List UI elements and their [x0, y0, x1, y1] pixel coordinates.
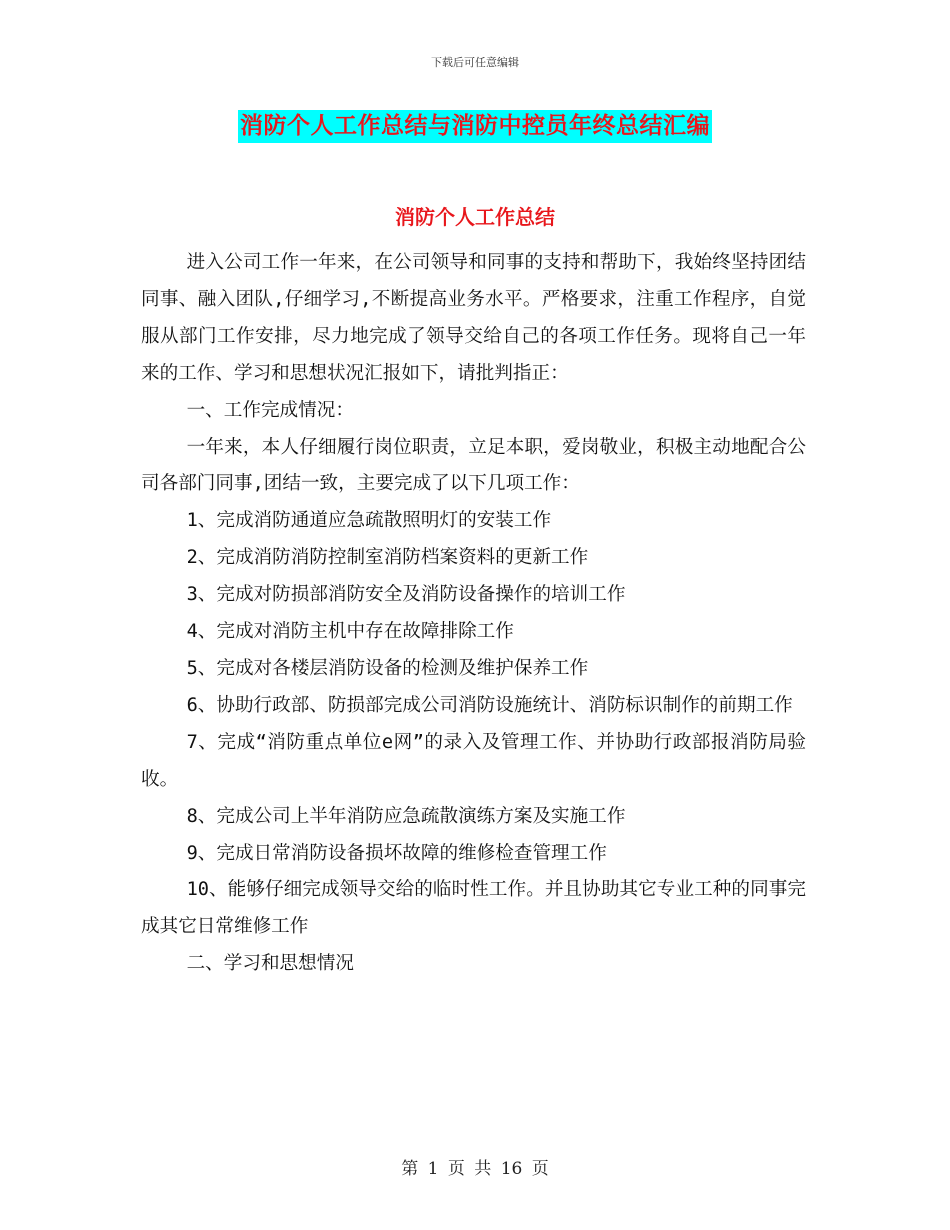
list-item: 6、协助行政部、防损部完成公司消防设施统计、消防标识制作的前期工作: [186, 694, 793, 716]
section-title: 消防个人工作总结: [395, 205, 555, 229]
document-title: 消防个人工作总结与消防中控员年终总结汇编: [238, 110, 712, 143]
list-item: 5、完成对各楼层消防设备的检测及维护保养工作: [186, 657, 589, 679]
work-summary-paragraph: 一年来，本人仔细履行岗位职责，立足本职，爱岗敬业，积极主动地配合公司各部门同事,团结一致，主要完成了以下几项工作：: [141, 436, 806, 495]
list-item: 7、完成“消防重点单位e网”的录入及管理工作、并协助行政部报消防局验收。: [141, 731, 806, 790]
list-item: 2、完成消防消防控制室消防档案资料的更新工作: [186, 547, 589, 569]
list-item: 3、完成对防损部消防安全及消防设备操作的培训工作: [186, 584, 626, 606]
list-item: 1、完成消防通道应急疏散照明灯的安装工作: [186, 510, 552, 532]
document-title-container: [0, 110, 950, 143]
list-item: 9、完成日常消防设备损坏故障的维修检查管理工作: [186, 842, 607, 864]
list-item: 4、完成对消防主机中存在故障排除工作: [186, 621, 514, 643]
heading-work-completion: 一、工作完成情况：: [186, 399, 354, 421]
intro-paragraph: 进入公司工作一年来，在公司领导和同事的支持和帮助下，我始终坚持团结同事、融入团队,仔细学习,不断提高业务水平。严格要求，注重工作程序，自觉服从部门工作安排，尽力地完成了领导交给自己的各项工作任务。现将自己一年来的工作、学习和思想状况汇报如下，请批判指正：: [141, 252, 806, 384]
list-item: 10、能够仔细完成领导交给的临时性工作。并且协助其它专业工种的同事完成其它日常维修工作: [141, 879, 806, 938]
document-body: [141, 245, 806, 983]
list-item: 8、完成公司上半年消防应急疏散演练方案及实施工作: [186, 805, 626, 827]
page-footer: 第 1 页 共 16 页: [401, 1159, 549, 1179]
heading-study-thoughts: 二、学习和思想情况: [186, 953, 354, 975]
header-note: 下载后可任意编辑: [431, 56, 519, 69]
